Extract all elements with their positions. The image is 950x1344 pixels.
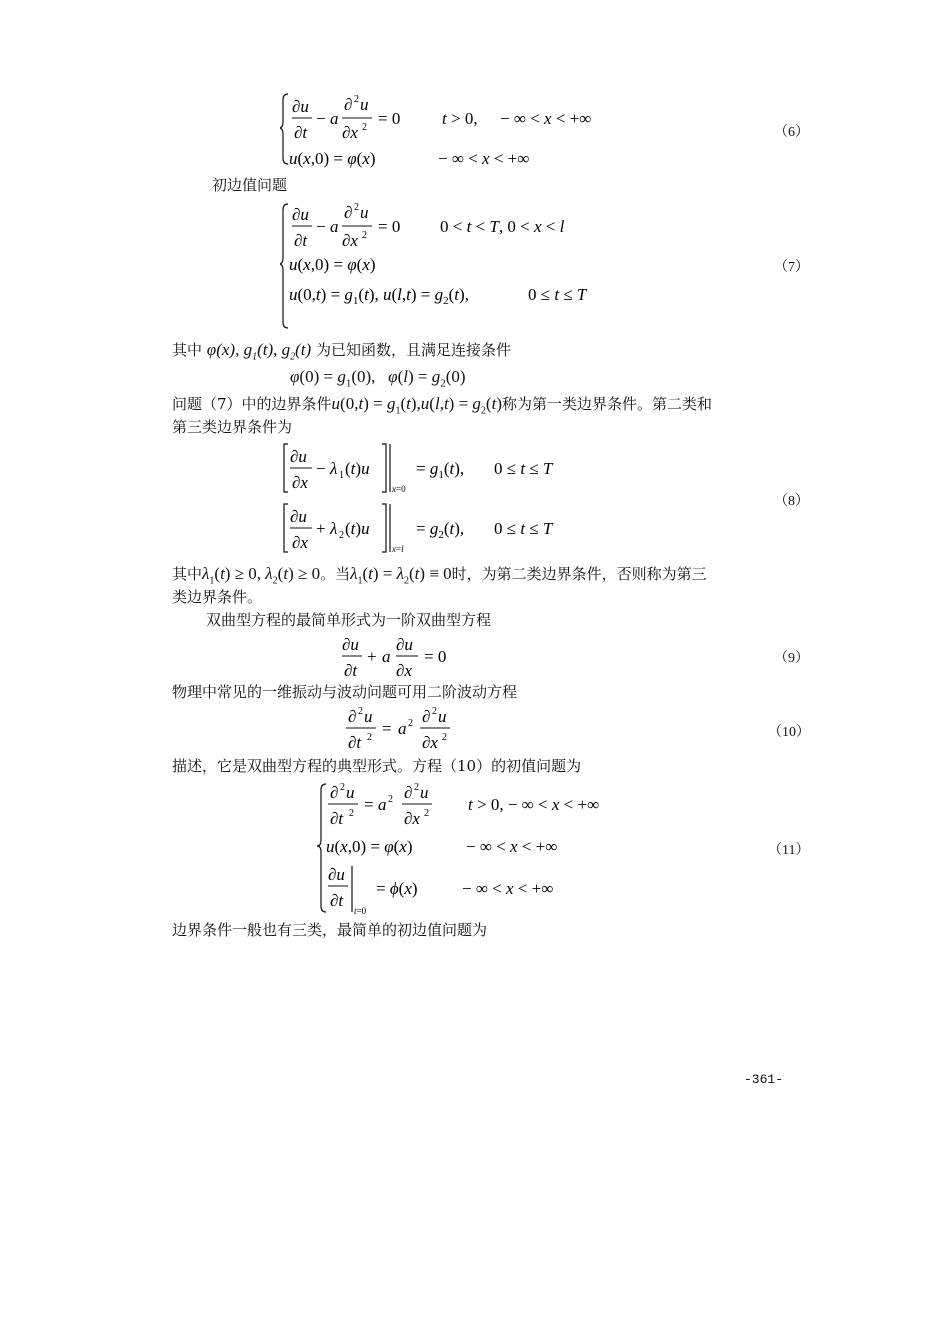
equation-6 (280, 88, 640, 170)
equation-number-9: （9） (774, 651, 809, 666)
equation-10 (344, 704, 464, 756)
svg-text:∂x: ∂x (404, 809, 420, 828)
svg-text:∂u: ∂u (290, 447, 307, 466)
svg-text:u(x,0) = φ(x): u(x,0) = φ(x) (289, 149, 376, 168)
equation-11 (316, 778, 636, 920)
svg-text:(t)u: (t)u (345, 459, 370, 478)
svg-text:∂t: ∂t (344, 661, 358, 680)
svg-text:2: 2 (340, 782, 345, 793)
svg-text:1: 1 (339, 470, 344, 481)
svg-text:u: u (346, 783, 355, 802)
svg-text:2: 2 (408, 718, 413, 729)
inline-math-lambda-nonneg: $\lambda_1(t) \ge 0$, $\lambda_2(t) \ge 0$ (202, 564, 321, 587)
svg-text:= g1(t),: = $g_1(t)$, (416, 459, 465, 481)
svg-text:2: 2 (414, 782, 419, 793)
inline-math-lambda-zero: $\lambda_1(t) = \lambda_2(t) \equiv 0$ (350, 564, 452, 587)
svg-text:∂u: ∂u (342, 635, 359, 654)
svg-text:= g2(t),: = $g_2(t)$, (416, 519, 465, 541)
svg-text:− ∞ < x < +∞: − ∞ < x < +∞ (462, 879, 554, 898)
text-segment: 。当 (320, 565, 351, 583)
svg-text:u: u (364, 707, 373, 726)
text-segment: 时，为第二类边界条件，否则称为第三 (451, 565, 707, 583)
svg-text:∂x: ∂x (422, 733, 438, 752)
svg-text:= 0: = 0 (378, 217, 401, 236)
svg-text:x=0: x=0 (392, 484, 406, 494)
svg-text:2: 2 (349, 808, 354, 819)
paragraph-known-functions (172, 340, 511, 367)
text-segment: 其中 (172, 565, 203, 583)
connection-condition: $\varphi(0) = g_1(0)$, $\varphi(l) = g_2(0)$ (290, 367, 466, 390)
svg-text:a: a (382, 647, 391, 666)
svg-text:x=l: x=l (392, 544, 404, 554)
svg-text:∂x: ∂x (292, 533, 308, 552)
svg-text:∂u: ∂u (290, 507, 307, 526)
svg-text:− ∞ < x < +∞: − ∞ < x < +∞ (500, 109, 592, 128)
text-segment: 为已知函数，且满足连接条件 (315, 341, 511, 359)
inline-math-boundary: $u(0,t) = g_1(t),u(l,t) = g_2(t)$ (331, 394, 502, 417)
svg-text:0 < t < T, 0 < x < l: 0 < t < T, 0 < x < l (440, 217, 565, 236)
svg-text:2: 2 (362, 122, 367, 133)
svg-text:t=0: t=0 (354, 906, 367, 916)
svg-text:∂x: ∂x (292, 473, 308, 492)
svg-text:∂t: ∂t (330, 809, 344, 828)
svg-text:= 0: = 0 (378, 109, 401, 128)
svg-text:∂x: ∂x (396, 661, 412, 680)
svg-text:2: 2 (367, 732, 372, 743)
svg-text:2: 2 (354, 202, 359, 213)
svg-text:∂x: ∂x (342, 231, 358, 250)
paragraph-wave-equation: 物理中常见的一维振动与波动问题可用二阶波动方程 (172, 683, 518, 701)
svg-text:∂: ∂ (422, 707, 431, 726)
svg-text:2: 2 (358, 706, 363, 717)
svg-text:=: = (364, 795, 374, 814)
svg-text:2: 2 (339, 530, 344, 541)
svg-text:+: + (367, 647, 377, 666)
page-number: -361- (744, 1072, 784, 1087)
svg-text:− ∞ < x < +∞: − ∞ < x < +∞ (438, 149, 530, 168)
svg-text:∂x: ∂x (342, 123, 358, 142)
svg-text:λ: λ (330, 459, 338, 478)
svg-text:0 ≤ t ≤ T: 0 ≤ t ≤ T (494, 519, 553, 538)
svg-text:= 0: = 0 (424, 647, 447, 666)
svg-text:+: + (316, 519, 326, 538)
svg-text:−: − (316, 109, 326, 128)
svg-text:∂u: ∂u (292, 205, 309, 224)
equation-number-11: （11） (768, 843, 810, 858)
svg-text:∂t: ∂t (330, 891, 344, 910)
svg-text:u: u (438, 707, 447, 726)
svg-text:∂: ∂ (404, 783, 413, 802)
text-segment: 问题（7）中的边界条件 (172, 395, 332, 413)
section-label-initial-boundary: 初边值问题 (212, 176, 288, 194)
svg-text:2: 2 (362, 230, 367, 241)
svg-text:∂: ∂ (344, 95, 353, 114)
svg-text:u: u (360, 95, 369, 114)
svg-text:0 ≤ t ≤ T: 0 ≤ t ≤ T (528, 285, 587, 304)
svg-text:2: 2 (388, 794, 393, 805)
svg-text:(t)u: (t)u (345, 519, 370, 538)
paragraph-lambda-line2: 类边界条件。 (172, 588, 263, 606)
paragraph-first-kind-line2: 第三类边界条件为 (172, 418, 293, 436)
equation-9 (340, 632, 470, 684)
svg-text:u: u (360, 203, 369, 222)
svg-text:∂t: ∂t (348, 733, 362, 752)
paragraph-hyperbolic-first-order: 双曲型方程的最简单形式为一阶双曲型方程 (206, 611, 492, 629)
svg-text:∂t: ∂t (294, 123, 308, 142)
text-segment: 称为第一类边界条件。第二类和 (502, 395, 713, 413)
equation-number-8: （8） (774, 494, 809, 509)
svg-text:λ: λ (330, 519, 338, 538)
svg-text:= ϕ(x): = ϕ(x) (376, 879, 418, 898)
svg-text:2: 2 (424, 808, 429, 819)
svg-text:2: 2 (354, 94, 359, 105)
svg-text:t > 0, − ∞ < x < +∞: t > 0, − ∞ < x < +∞ (468, 795, 600, 814)
svg-text:0 ≤ t ≤ T: 0 ≤ t ≤ T (494, 459, 553, 478)
svg-text:∂u: ∂u (396, 635, 413, 654)
svg-text:u(0,t) = g1(t), u(l,t) = g2(t): $u(0,t) = g_1(t)$, $u(l,t) = g_2(t)$, (289, 285, 469, 307)
equation-number-7: （7） (774, 260, 809, 275)
svg-text:− ∞ < x < +∞: − ∞ < x < +∞ (466, 837, 558, 856)
inline-math-functions: φ(x), $g_1(t)$, $g_2(t)$ (206, 340, 312, 363)
svg-text:∂u: ∂u (292, 97, 309, 116)
svg-text:u: u (420, 783, 429, 802)
equation-number-6: （6） (774, 125, 809, 140)
svg-text:a: a (378, 795, 387, 814)
svg-text:t > 0,: t > 0, (442, 109, 478, 128)
svg-text:∂: ∂ (330, 783, 339, 802)
svg-text:a: a (398, 719, 407, 738)
svg-text:∂t: ∂t (294, 231, 308, 250)
svg-text:∂u: ∂u (328, 865, 345, 884)
equation-8 (282, 440, 602, 562)
svg-text:−: − (316, 459, 326, 478)
paragraph-initial-value-problem: 描述，它是双曲型方程的典型形式。方程（10）的初值问题为 (172, 757, 582, 775)
paragraph-boundary-three-kinds: 边界条件一般也有三类，最简单的初边值问题为 (172, 921, 488, 939)
svg-text:a: a (330, 109, 339, 128)
svg-text:u(x,0) = φ(x): u(x,0) = φ(x) (289, 255, 376, 274)
svg-text:−: − (316, 217, 326, 236)
equation-7 (280, 198, 640, 334)
svg-text:∂: ∂ (344, 203, 353, 222)
svg-text:a: a (330, 217, 339, 236)
svg-text:2: 2 (432, 706, 437, 717)
svg-text:=: = (382, 719, 392, 738)
svg-text:2: 2 (442, 732, 447, 743)
svg-text:∂: ∂ (348, 707, 357, 726)
svg-text:u(x,0) = φ(x): u(x,0) = φ(x) (326, 837, 413, 856)
equation-number-10: （10） (768, 725, 810, 740)
text-segment: 其中 (172, 341, 203, 359)
